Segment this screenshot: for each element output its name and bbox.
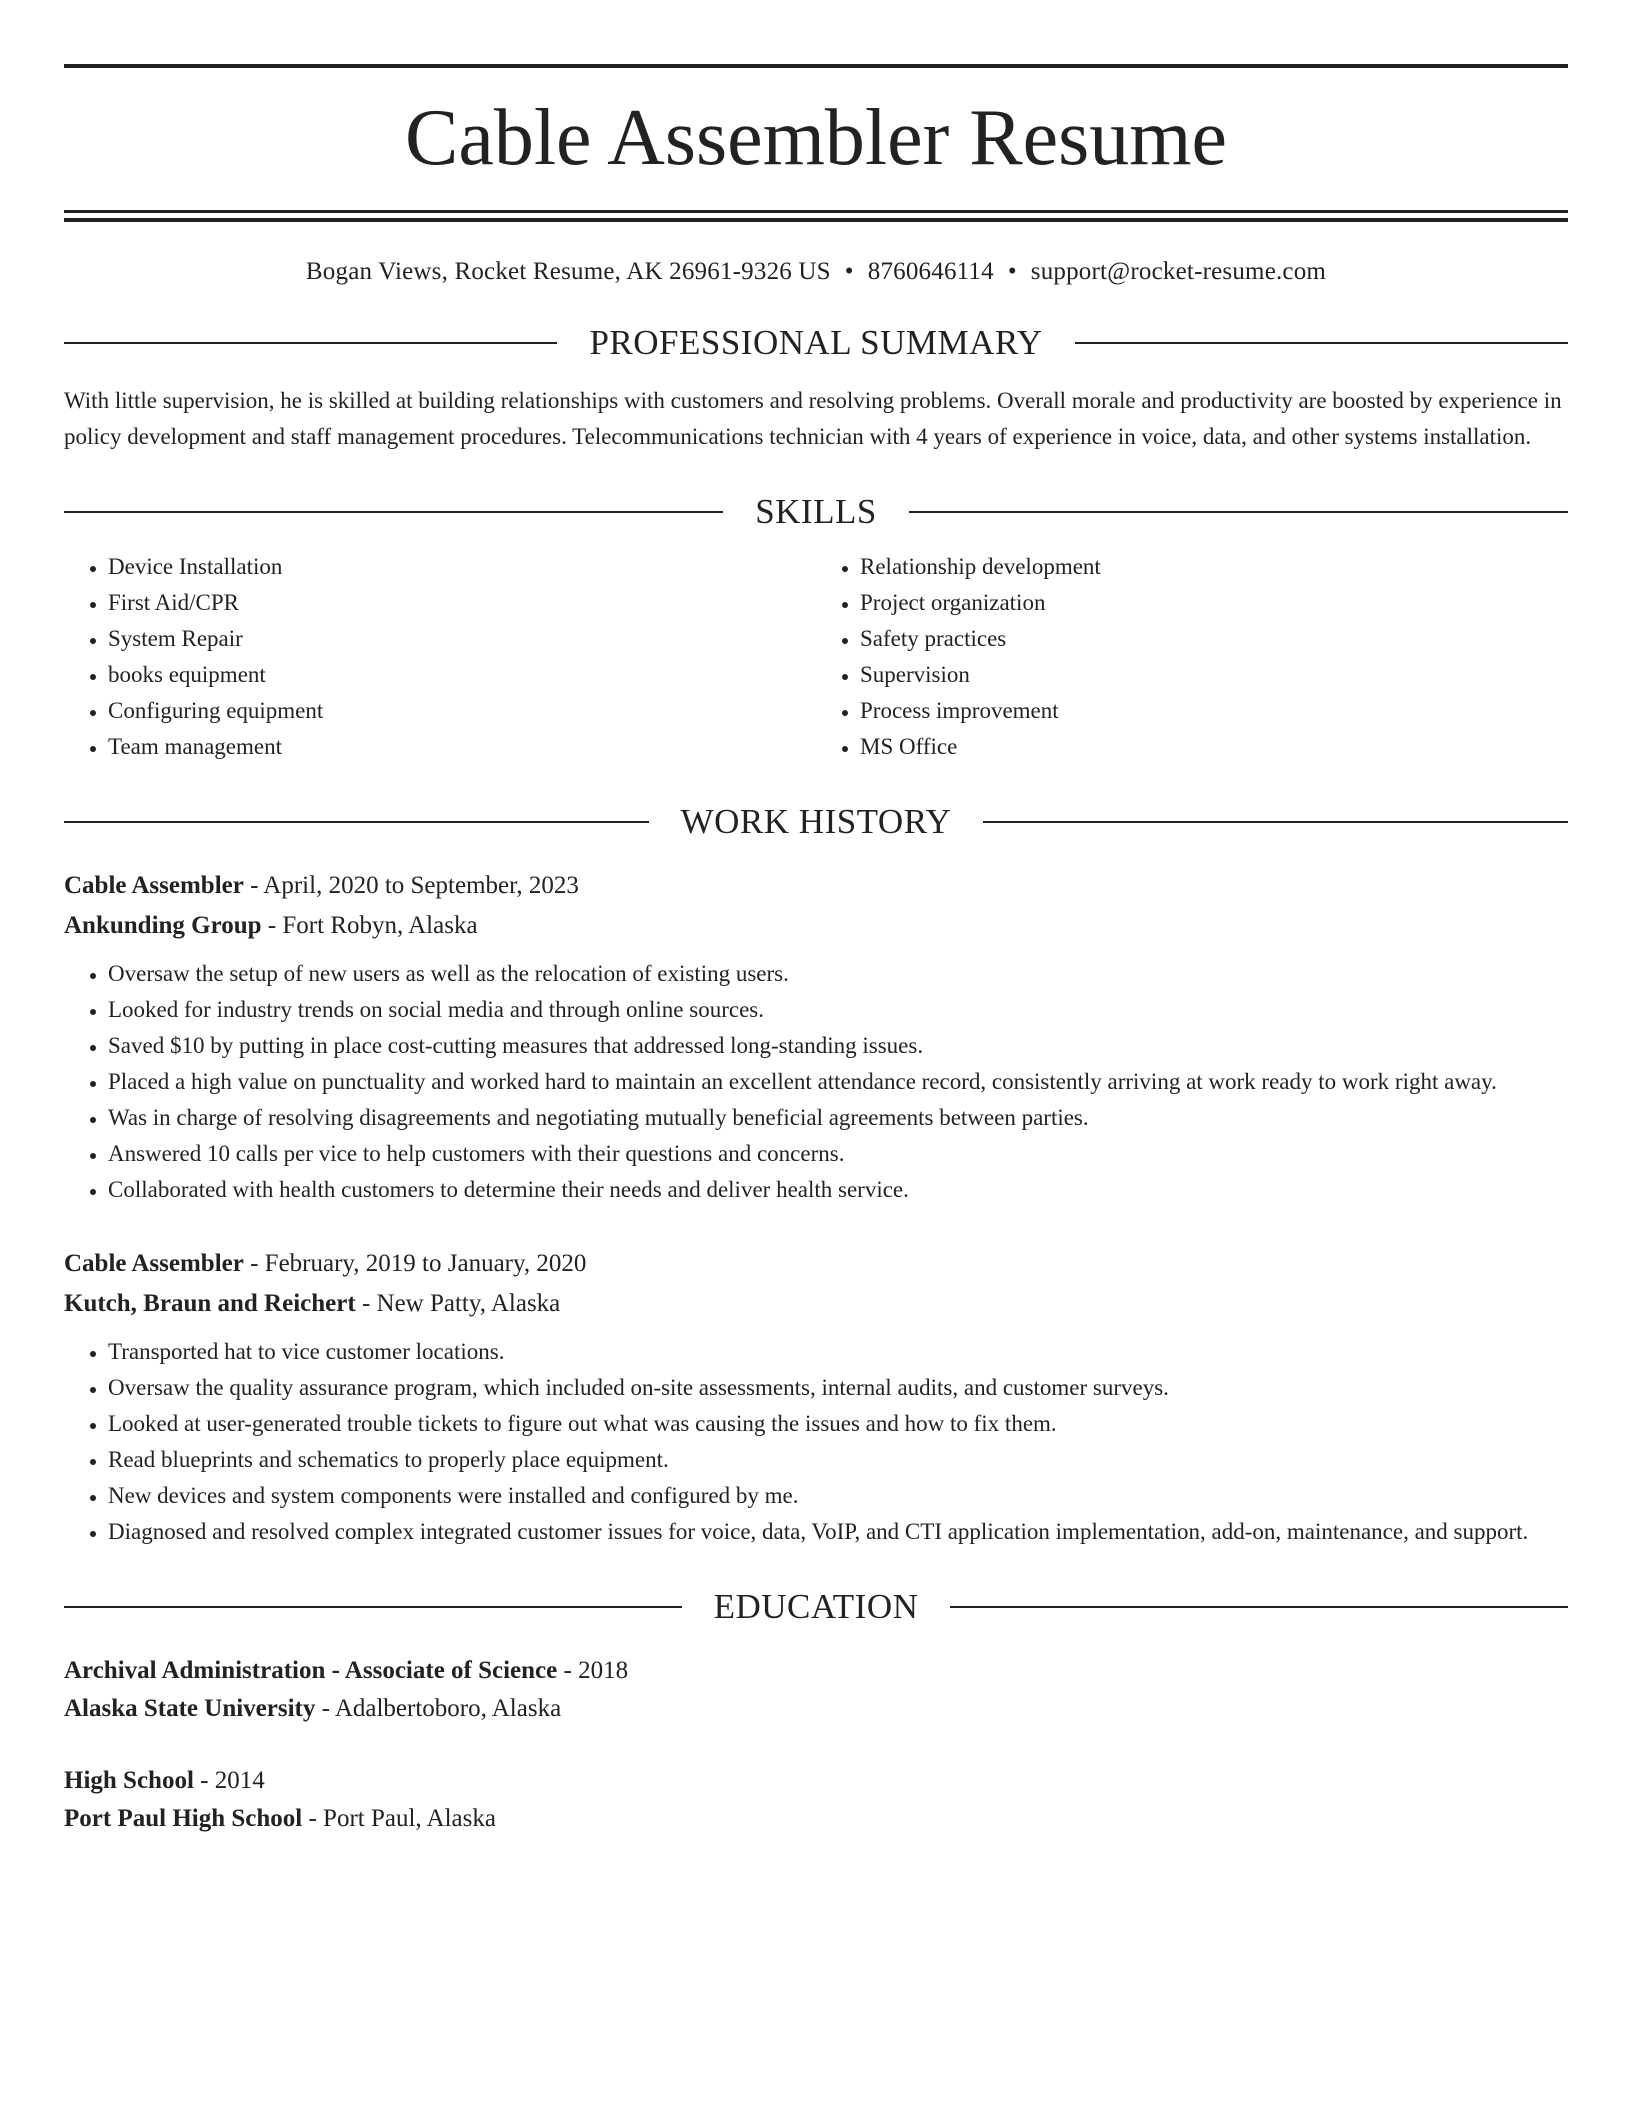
top-rule [64,64,1568,68]
heading-rule-left [64,342,557,344]
contact-address: Bogan Views, Rocket Resume, AK 26961-9326 US [305,258,831,285]
education-entry [64,1762,1568,1838]
job-title: Cable Assembler [64,1249,244,1277]
job-bullet: • Oversaw the quality assurance program, which included on-site assessments, internal audits, and customer surveys. [108,1370,1568,1406]
skill-item: • Team management [108,729,816,765]
skills-section-heading [64,493,1568,532]
education-school: Alaska State University [64,1695,316,1722]
job-title-line [64,1244,1568,1284]
title-double-rule [64,210,1568,222]
contact-email: support@rocket-resume.com [1030,258,1327,285]
job-bullet: • Placed a high value on punctuality and worked hard to maintain an excellent attendance record, consistently arriving at work ready to work right away. [108,1064,1568,1100]
job-title-line [64,866,1568,906]
job-bullet: • Looked for industry trends on social media and through online sources. [108,992,1568,1028]
education-location: - Port Paul, Alaska [302,1805,496,1832]
education-entry [64,1652,1568,1728]
work-section-heading [64,803,1568,842]
work-heading: WORK HISTORY [680,802,952,841]
job-entry [64,866,1568,1208]
skill-item: • System Repair [108,621,816,657]
job-company: Kutch, Braun and Reichert [64,1289,356,1317]
education-section-heading [64,1588,1568,1627]
contact-line [64,258,1568,286]
education-school: Port Paul High School [64,1805,303,1832]
job-bullet: • New devices and system components were installed and configured by me. [108,1478,1568,1514]
job-bullet: • Saved $10 by putting in place cost-cutting measures that addressed long-standing issues. [108,1028,1568,1064]
job-dates: - February, 2019 to January, 2020 [243,1249,587,1277]
job-bullet: • Looked at user-generated trouble tickets to figure out what was causing the issues and how to fix them. [108,1406,1568,1442]
heading-rule-left [64,511,723,513]
job-bullets [64,1334,1568,1550]
skills-heading: SKILLS [755,491,877,531]
job-bullet: • Read blueprints and schematics to properly place equipment. [108,1442,1568,1478]
skill-item: • Relationship development [860,549,1568,585]
skill-item: • Safety practices [860,621,1568,657]
education-degree: Archival Administration - Associate of Science [64,1657,558,1684]
education-school-line [64,1690,1568,1728]
job-company-line [64,906,1568,946]
skills-list [64,549,1568,765]
heading-rule-right [1075,342,1568,344]
summary-section-heading [64,324,1568,363]
skill-item: • Process improvement [860,693,1568,729]
education-degree: High School [64,1767,194,1794]
heading-rule-right [983,821,1568,823]
job-location: - Fort Robyn, Alaska [261,911,478,939]
skill-item: • Project organization [860,585,1568,621]
job-company-line [64,1284,1568,1324]
skill-item: • MS Office [860,729,1568,765]
skills-column-right [816,549,1568,765]
heading-rule-right [909,511,1568,513]
education-location: - Adalbertoboro, Alaska [315,1695,562,1722]
contact-separator: • [1007,258,1017,285]
education-school-line [64,1800,1568,1838]
contact-phone: 8760646114 [867,258,994,285]
education-degree-line [64,1652,1568,1690]
skill-item: • Configuring equipment [108,693,816,729]
job-bullets [64,956,1568,1208]
resume-title: Cable Assembler Resume [404,94,1228,182]
contact-separator: • [844,258,854,285]
education-year: - 2014 [193,1767,265,1794]
education-year: - 2018 [557,1657,629,1684]
skill-item: • Supervision [860,657,1568,693]
education-degree-line [64,1762,1568,1800]
job-bullet: • Oversaw the setup of new users as well as the relocation of existing users. [108,956,1568,992]
job-location: - New Patty, Alaska [355,1289,561,1317]
education-heading: EDUCATION [713,1586,919,1626]
summary-text: With little supervision, he is skilled at building relationships with customers and resolving problems. Overall morale and productivity are boosted by experience in policy development and staff management procedures. Telecommunications technician with 4 years of experience in voice, data, and other systems installation. [64,387,1562,449]
job-dates: - April, 2020 to September, 2023 [243,871,579,899]
skill-item: • books equipment [108,657,816,693]
job-bullet: • Diagnosed and resolved complex integrated customer issues for voice, data, VoIP, and CTI application implementation, add-on, maintenance, and support. [108,1514,1568,1550]
job-bullet: • Answered 10 calls per vice to help customers with their questions and concerns. [108,1136,1568,1172]
heading-rule-left [64,821,649,823]
heading-rule-left [64,1606,682,1608]
skill-item: • Device Installation [108,549,816,585]
job-entry [64,1244,1568,1550]
heading-rule-right [950,1606,1568,1608]
job-bullet: • Transported hat to vice customer locations. [108,1334,1568,1370]
skills-column-left [64,549,816,765]
job-bullet: • Collaborated with health customers to determine their needs and deliver health service. [108,1172,1568,1208]
skill-item: • First Aid/CPR [108,585,816,621]
job-title: Cable Assembler [64,871,244,899]
summary-heading: PROFESSIONAL SUMMARY [589,323,1043,362]
job-company: Ankunding Group [64,911,262,939]
job-bullet: • Was in charge of resolving disagreements and negotiating mutually beneficial agreements between parties. [108,1100,1568,1136]
